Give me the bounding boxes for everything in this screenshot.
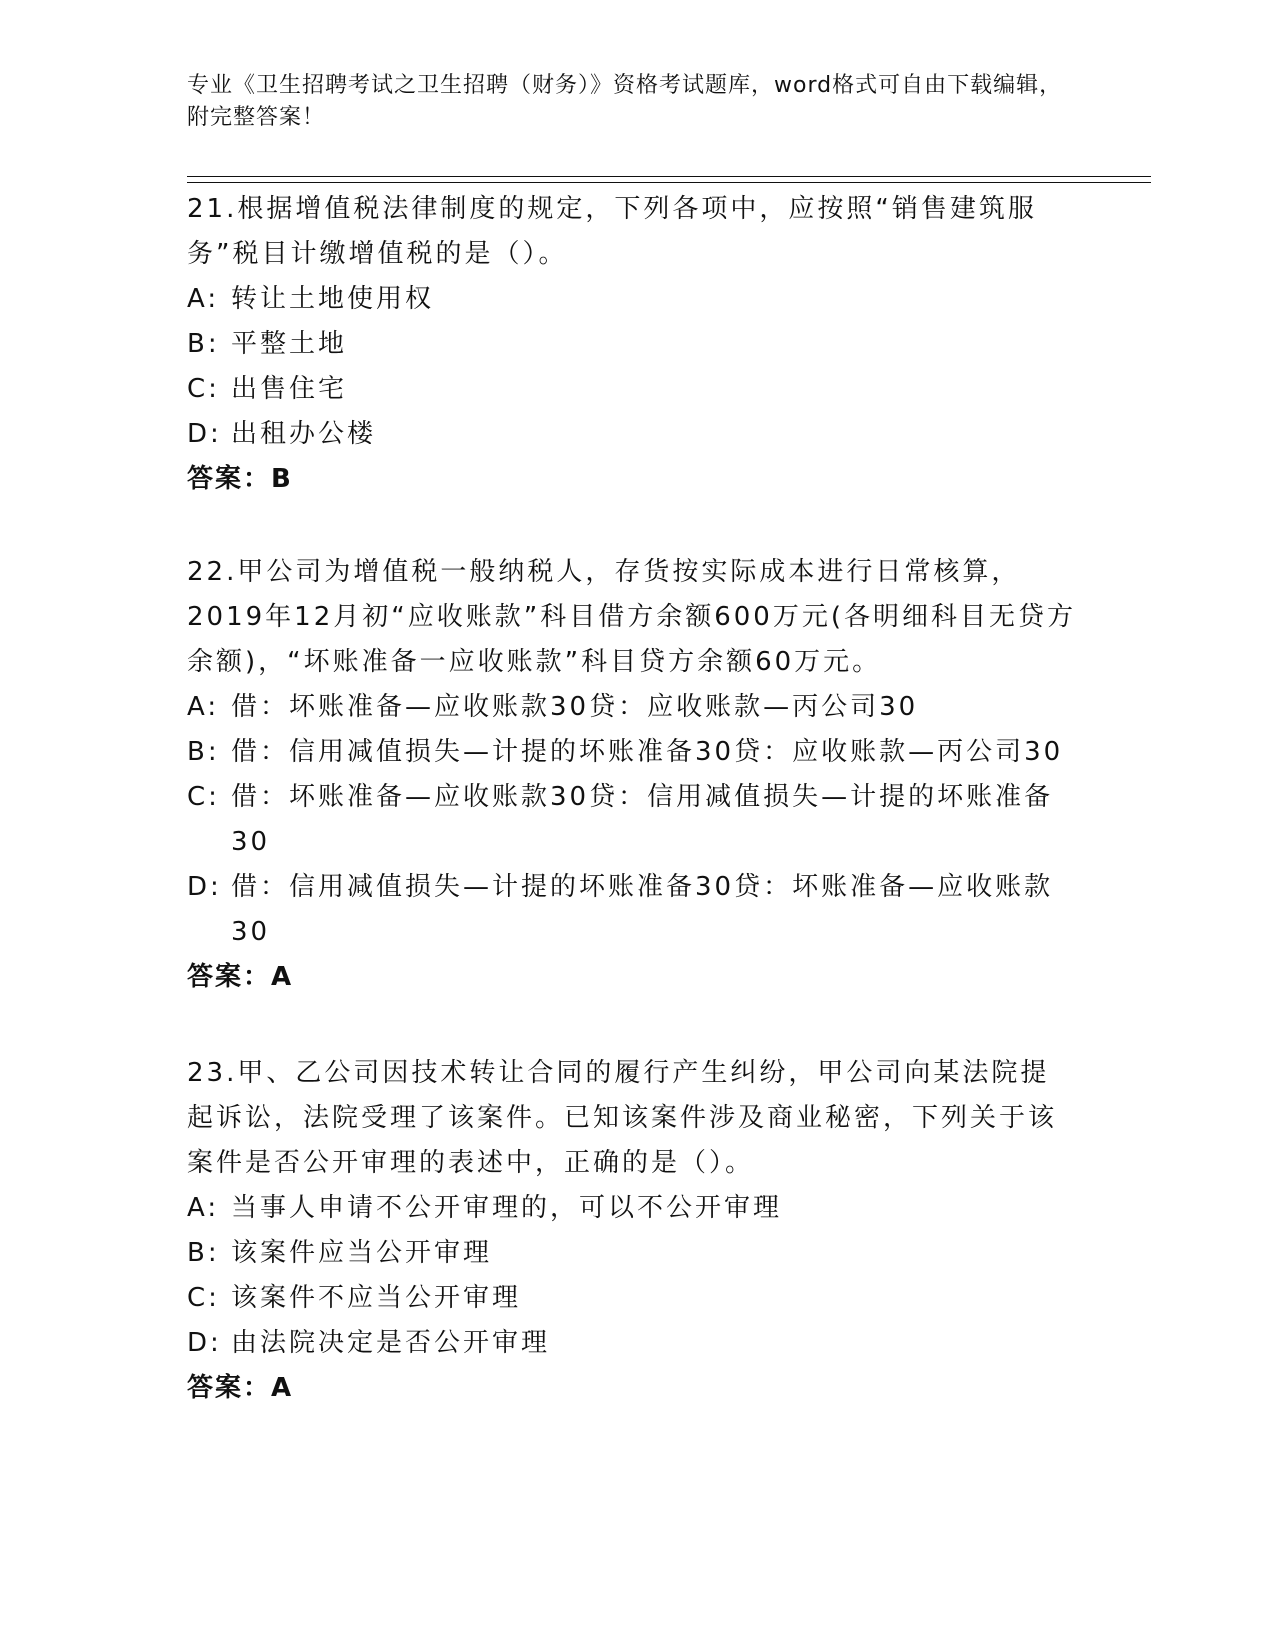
option-d bbox=[187, 412, 1077, 457]
header-divider-secondary bbox=[187, 182, 1151, 183]
option-letter: A: bbox=[187, 692, 220, 722]
answer-line: 答案：A bbox=[187, 962, 294, 992]
option-letter: C: bbox=[187, 374, 220, 404]
question-23 bbox=[187, 1051, 1077, 1411]
option-letter: B: bbox=[187, 329, 220, 359]
option-text: 借：坏账准备—应收账款30贷：信用减值损失—计提的坏账准备30 bbox=[231, 782, 1054, 857]
option-text: 由法院决定是否公开审理 bbox=[231, 1328, 551, 1358]
document-header: 专业《卫生招聘考试之卫生招聘（财务）》资格考试题库，word格式可自由下载编辑，附完整答案！ bbox=[187, 73, 1063, 130]
option-b bbox=[187, 730, 1077, 775]
option-text: 出售住宅 bbox=[231, 374, 348, 404]
option-c bbox=[187, 1276, 1077, 1321]
question-stem: 22.甲公司为增值税一般纳税人，存货按实际成本进行日常核算，2019年12月初“应收账款”科目借方余额600万元(各明细科目无贷方余额)，“坏账准备一应收账款”科目贷方余额60万元。 bbox=[187, 557, 1076, 677]
option-c bbox=[187, 367, 1077, 412]
option-text: 该案件应当公开审理 bbox=[231, 1238, 493, 1268]
option-letter: D: bbox=[187, 872, 222, 902]
option-letter: D: bbox=[187, 1328, 222, 1358]
option-text: 转让土地使用权 bbox=[231, 284, 435, 314]
option-letter: B: bbox=[187, 1238, 220, 1268]
question-stem: 21.根据增值税法律制度的规定，下列各项中，应按照“销售建筑服务”税目计缴增值税的是（）。 bbox=[187, 194, 1037, 269]
option-text: 借：信用减值损失—计提的坏账准备30贷：坏账准备—应收账款30 bbox=[231, 872, 1054, 947]
option-b bbox=[187, 1231, 1077, 1276]
option-text: 平整土地 bbox=[231, 329, 348, 359]
question-22 bbox=[187, 550, 1077, 1000]
option-letter: A: bbox=[187, 284, 220, 314]
option-a bbox=[187, 1186, 1077, 1231]
option-letter: C: bbox=[187, 1283, 220, 1313]
option-text: 当事人申请不公开审理的，可以不公开审理 bbox=[231, 1193, 783, 1223]
option-d bbox=[187, 1321, 1077, 1366]
option-b bbox=[187, 322, 1077, 367]
option-text: 出租办公楼 bbox=[231, 419, 377, 449]
option-text: 借：信用减值损失—计提的坏账准备30贷：应收账款—丙公司30 bbox=[231, 737, 1064, 767]
option-letter: D: bbox=[187, 419, 222, 449]
answer-line: 答案：A bbox=[187, 1373, 294, 1403]
option-letter: B: bbox=[187, 737, 220, 767]
option-letter: C: bbox=[187, 782, 220, 812]
option-d bbox=[187, 865, 1077, 955]
option-letter: A: bbox=[187, 1193, 220, 1223]
option-c bbox=[187, 775, 1077, 865]
header-divider bbox=[187, 176, 1151, 177]
option-a bbox=[187, 277, 1077, 322]
option-text: 该案件不应当公开审理 bbox=[231, 1283, 522, 1313]
question-21 bbox=[187, 187, 1077, 502]
option-a bbox=[187, 685, 1077, 730]
question-stem: 23.甲、乙公司因技术转让合同的履行产生纠纷，甲公司向某法院提起诉讼，法院受理了该案件。已知该案件涉及商业秘密，下列关于该案件是否公开审理的表述中，正确的是（）。 bbox=[187, 1058, 1058, 1178]
option-text: 借：坏账准备—应收账款30贷：应收账款—丙公司30 bbox=[231, 692, 919, 722]
answer-line: 答案：B bbox=[187, 464, 293, 494]
